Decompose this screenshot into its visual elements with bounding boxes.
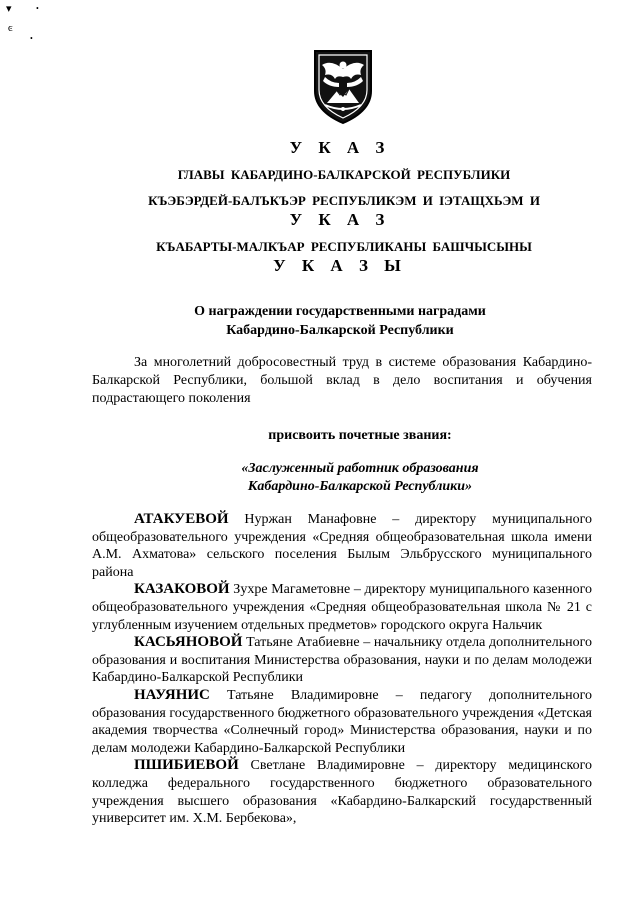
decree-title-line-1: О награждении государственными наградами bbox=[194, 304, 486, 319]
head-of-republic-russian: ГЛАВЫ КАБАРДИНО-БАЛКАРСКОЙ РЕСПУБЛИКИ bbox=[177, 167, 511, 182]
decree-title-line-2: Кабардино-Балкарской Республики bbox=[226, 323, 454, 338]
head-of-republic-balkar: КЪАБАРТЫ-МАЛКЪАР РЕСПУБЛИКАНЫ БАШЧЫСЫНЫ bbox=[156, 239, 532, 254]
list-item bbox=[92, 581, 592, 634]
confer-heading: присвоить почетные звания: bbox=[268, 428, 452, 443]
awardee-surname: НАУЯНИС bbox=[134, 686, 210, 703]
awardee-details: Нуржан Манафовне – директору муниципального общеобразовательного учреждения «Средняя общеобразовательная школа имени А.М. Ахматова» сельского поселения Былым Эльбрусского муниципального района bbox=[92, 512, 592, 580]
decree-word-balkar: У К А З Ы bbox=[273, 256, 407, 275]
coat-of-arms-emblem bbox=[305, 47, 381, 125]
awardee-details: Светлане Владимировне – директору медицинского колледжа федерального государственного бюджетного образовательного учреждения высшего образования «Кабардино-Балкарский государственный университет им. Х.М. Бербекова», bbox=[92, 758, 592, 827]
award-title-line-2: Кабардино-Балкарской Республики» bbox=[247, 479, 473, 494]
list-item bbox=[92, 634, 592, 687]
decree-header bbox=[0, 138, 640, 276]
awardee-surname: КАСЬЯНОВОЙ bbox=[134, 634, 243, 651]
awardee-details: Зухре Магаметовне – директору муниципального казенного общеобразовательного учреждения «Средняя общеобразовательная школа № 21 с углубленным изучением отдельных предметов» городского округа Нальчик bbox=[92, 582, 592, 633]
document-page: ▾ • ͼ • У К А З ГЛАВЫ КАБАРДИНО-БАЛКАРСКОЙ РЕСПУБЛИКИ КЪЭБЭРДЕЙ-БАЛЪКЪЭР РЕСПУБЛИКЭМ И IЭТАЩХЬЭМ И У К А З КЪАБАРТЫ-МАЛКЪАР РЕСПУБЛИКАНЫ БАШЧЫСЫНЫ У К А З Ы О награждении государственными наградами Кабардино-Балкарской Республики За многолетний добросовестный труд в системе образования Кабардино-Балкарской Республики, большой вклад в дело воспитания и обучения подрастающего поколения присвоить почетные звания: «Заслуженный работник образования Кабардино-Балкарской Республики» АТАКУЕВОЙ Нуржан Манафовне – директору муниципального общеобразовательного учреждения «Средняя общеобразовательная школа имени А.М. Ахматова» сельского поселения Былым Эльбрусского муниципального района КАЗАКОВОЙ Зухре Магаметовне – директору муниципального казенного общеобразовательного учреждения «Средняя общеобразовательная школа № 21 с углубленным изучением отдельных предметов» городского округа Нальчик КАСЬЯНОВОЙ Татьяне Атабиевне – начальнику отдела дополнительного образования и воспитания Министерства образования, науки и по делам молодежи Кабардино-Балкарской Республики НАУЯНИС Татьяне Владимировне – педагогу дополнительного образования государственного бюджетного образовательного учреждения «Детская академия творчества «Солнечный город» Министерства образования, науки и по делам молодежи Кабардино-Балкарской Республики ПШИБИЕВОЙ Светлане Владимировне – директору медицинского колледжа федерального государственного бюджетного образовательного учреждения высшего образования «Кабардино-Балкарский государственный университет им. Х.М. Бербекова», bbox=[0, 0, 640, 905]
award-title bbox=[40, 460, 640, 496]
decree-word-kabardian: У К А З bbox=[289, 210, 391, 229]
award-title-line-1: «Заслуженный работник образования bbox=[241, 461, 479, 476]
awardee-details: Татьяне Атабиевне – начальнику отдела дополнительного образования и воспитания Министерства образования, науки и по делам молодежи Кабардино-Балкарской Республики bbox=[92, 635, 592, 686]
list-item bbox=[92, 511, 592, 581]
intro-paragraph: За многолетний добросовестный труд в системе образования Кабардино-Балкарской Республики, большой вклад в дело воспитания и обучения подрастающего поколения bbox=[92, 355, 592, 406]
awardee-details: Татьяне Владимировне – педагогу дополнительного образования государственного бюджетного образовательного учреждения «Детская академия творчества «Солнечный город» Министерства образования, науки и по делам молодежи Кабардино-Балкарской Республики bbox=[92, 687, 592, 756]
head-of-republic-kabardian: КЪЭБЭРДЕЙ-БАЛЪКЪЭР РЕСПУБЛИКЭМ И IЭТАЩХЬЭМ И bbox=[148, 193, 540, 208]
decree-word-russian: У К А З bbox=[289, 138, 391, 157]
list-item bbox=[92, 757, 592, 827]
awardee-surname: АТАКУЕВОЙ bbox=[134, 511, 229, 527]
awardee-list bbox=[92, 511, 592, 828]
decree-title bbox=[20, 302, 640, 340]
awardee-surname: КАЗАКОВОЙ bbox=[134, 581, 230, 598]
awardee-surname: ПШИБИЕВОЙ bbox=[134, 757, 239, 774]
list-item bbox=[92, 687, 592, 757]
